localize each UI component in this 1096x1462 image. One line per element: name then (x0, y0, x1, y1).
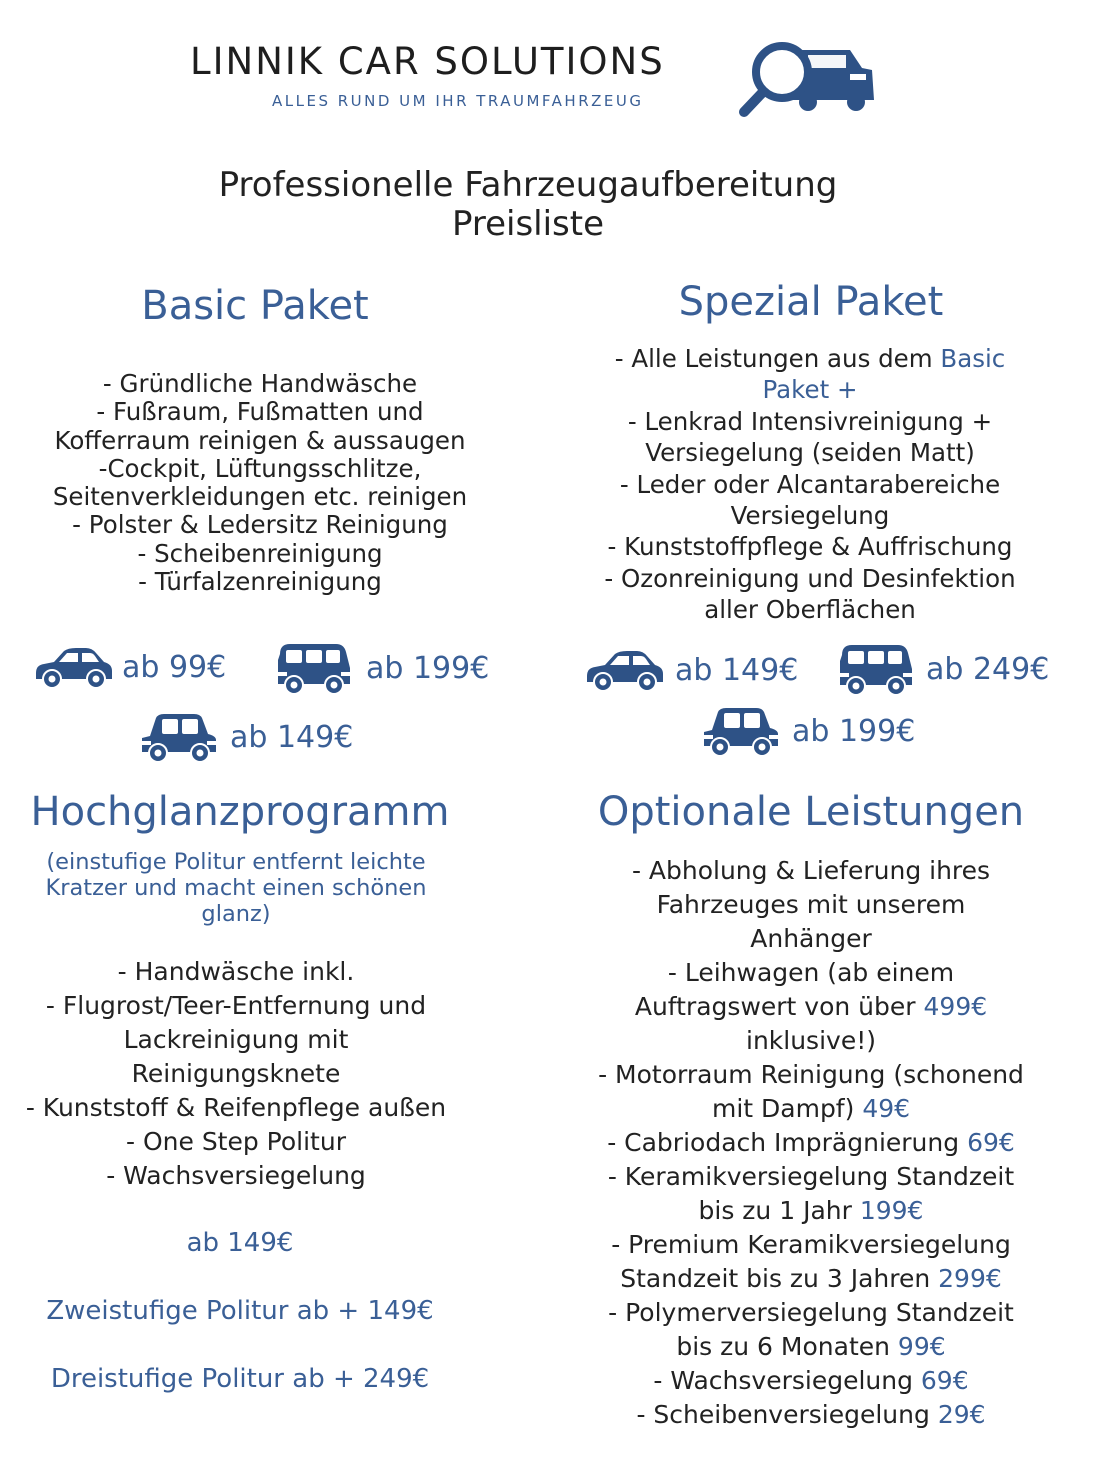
list-item: - Leder oder Alcantarabereiche (619, 469, 1001, 499)
hochglanz-heading: Hochglanzprogramm (30, 789, 450, 835)
list-item (556, 854, 1066, 888)
item-price: 199€ (859, 1196, 924, 1225)
list-item: - Fußraum, Fußmatten und (96, 397, 424, 427)
item-text: Auftragswert von über (634, 992, 924, 1021)
title-line-2: Preisliste (451, 204, 605, 244)
sedan-car-icon (583, 648, 665, 692)
spezial-intro (570, 343, 1050, 374)
item-text: Anhänger (750, 924, 872, 953)
item-text: bis zu 1 Jahr (698, 1196, 860, 1225)
list-item: Versiegelung (730, 501, 890, 531)
van-car-icon (274, 640, 354, 696)
item-text: - Polymerversiegelung Standzeit (608, 1298, 1014, 1327)
intro-highlight: Basic (940, 344, 1006, 373)
list-item: Kofferraum reinigen & aussaugen (54, 425, 466, 455)
item-text: bis zu 6 Monaten (676, 1332, 898, 1361)
list-item (556, 922, 1066, 956)
list-item: - Kunststoffpflege & Auffrischung (607, 532, 1013, 562)
spezial-price-van (836, 641, 1049, 697)
spezial-price-sedan (583, 648, 798, 692)
brand-name: LINNIK CAR SOLUTIONS (190, 40, 665, 83)
list-item: Reinigungsknete (131, 1059, 341, 1088)
list-item: Seitenverkleidungen etc. reinigen (52, 482, 468, 512)
list-item (556, 956, 1066, 990)
basic-price-van (274, 640, 489, 696)
list-item (556, 1092, 1066, 1126)
item-text: - Scheibenversiegelung (636, 1400, 938, 1429)
list-item: Lackreinigung mit (123, 1025, 349, 1054)
optional-items (556, 854, 1066, 1432)
list-item: - Ozonreinigung und Desinfektion (604, 563, 1016, 593)
hochglanz-subtitle (16, 849, 456, 927)
list-item (556, 1398, 1066, 1432)
list-item: - Handwäsche inkl. (117, 957, 355, 986)
hochglanz-items (6, 955, 466, 1193)
item-text: - Abholung & Lieferung ihres (631, 856, 991, 885)
spezial-price-suv (700, 704, 915, 758)
list-item (556, 1330, 1066, 1364)
list-item (556, 1364, 1066, 1398)
list-item (556, 1160, 1066, 1194)
hochglanz-price: ab 149€ (186, 1228, 294, 1258)
price-sedan: ab 99€ (122, 649, 227, 685)
list-item (556, 990, 1066, 1024)
subtitle-line: glanz) (201, 901, 271, 927)
basic-items (20, 370, 500, 596)
item-text: mit Dampf) (711, 1094, 863, 1123)
item-text: - Wachsversiegelung (653, 1366, 921, 1395)
van-car-icon (836, 641, 916, 697)
list-item (556, 1296, 1066, 1330)
list-item: -Cockpit, Lüftungsschlitze, (98, 453, 422, 483)
basic-price-sedan (32, 645, 226, 689)
item-price: 29€ (937, 1400, 986, 1429)
list-item: - Wachsversiegelung (106, 1161, 366, 1190)
intro-text: - Alle Leistungen aus dem (614, 344, 941, 373)
list-item: - Kunststoff & Reifenpflege außen (25, 1093, 447, 1122)
spezial-heading: Spezial Paket (678, 279, 944, 325)
list-item: - Polster & Ledersitz Reinigung (72, 510, 448, 540)
three-step-polish-price: Dreistufige Politur ab + 249€ (50, 1364, 430, 1394)
optional-heading: Optionale Leistungen (597, 789, 1025, 835)
list-item: - Türfalzenreinigung (138, 567, 382, 597)
brand-tagline: ALLES RUND UM IHR TRAUMFAHRZEUG (272, 92, 644, 110)
spezial-items (570, 343, 1050, 626)
item-text: - Premium Keramikversiegelung (611, 1230, 1011, 1259)
item-text: - Motorraum Reinigung (schonend (598, 1060, 1024, 1089)
sedan-car-icon (32, 645, 114, 689)
list-item (556, 1058, 1066, 1092)
subtitle-line: Kratzer und macht einen schönen (45, 875, 427, 901)
subtitle-line: (einstufige Politur entfernt leichte (46, 849, 426, 875)
item-price: 499€ (923, 992, 988, 1021)
list-item: - Gründliche Handwäsche (102, 369, 418, 398)
list-item (556, 1126, 1066, 1160)
list-item (556, 1194, 1066, 1228)
item-price: 49€ (862, 1094, 911, 1123)
item-text: - Cabriodach Imprägnierung (607, 1128, 968, 1157)
list-item (556, 888, 1066, 922)
item-text: Fahrzeuges mit unserem (656, 890, 966, 919)
price-van: ab 249€ (926, 651, 1050, 687)
list-item (556, 1228, 1066, 1262)
item-price: 299€ (938, 1264, 1002, 1293)
list-item: - One Step Politur (126, 1127, 346, 1156)
item-text: - Keramikversiegelung Standzeit (607, 1162, 1015, 1191)
price-sedan: ab 149€ (675, 652, 799, 688)
basic-price-suv (138, 710, 353, 764)
list-item (556, 1262, 1066, 1296)
list-item: - Scheibenreinigung (137, 538, 383, 568)
list-item: aller Oberflächen (704, 595, 916, 625)
magnifier-car-icon (738, 38, 878, 120)
suv-car-icon (138, 710, 218, 764)
list-item: Versiegelung (seiden Matt) (645, 438, 975, 468)
item-text: inklusive!) (746, 1026, 876, 1055)
price-van: ab 199€ (366, 650, 490, 686)
list-item: - Lenkrad Intensivreinigung + (627, 406, 993, 436)
price-suv: ab 199€ (792, 713, 916, 749)
title-line-1: Professionelle Fahrzeugaufbereitung (218, 165, 838, 205)
item-text: Standzeit bis zu 3 Jahren (620, 1264, 939, 1293)
item-price: 69€ (967, 1128, 1015, 1157)
two-step-polish-price: Zweistufige Politur ab + 149€ (46, 1296, 434, 1326)
document-title (150, 166, 906, 244)
list-item: - Flugrost/Teer-Entfernung und (45, 991, 427, 1020)
basic-heading: Basic Paket (141, 283, 369, 329)
item-price: 69€ (920, 1366, 969, 1395)
intro-line-2: Paket + (762, 375, 858, 405)
suv-car-icon (700, 704, 780, 758)
price-suv: ab 149€ (230, 719, 354, 755)
item-text: - Leihwagen (ab einem (667, 958, 955, 987)
list-item (556, 1024, 1066, 1058)
item-price: 99€ (897, 1332, 946, 1361)
